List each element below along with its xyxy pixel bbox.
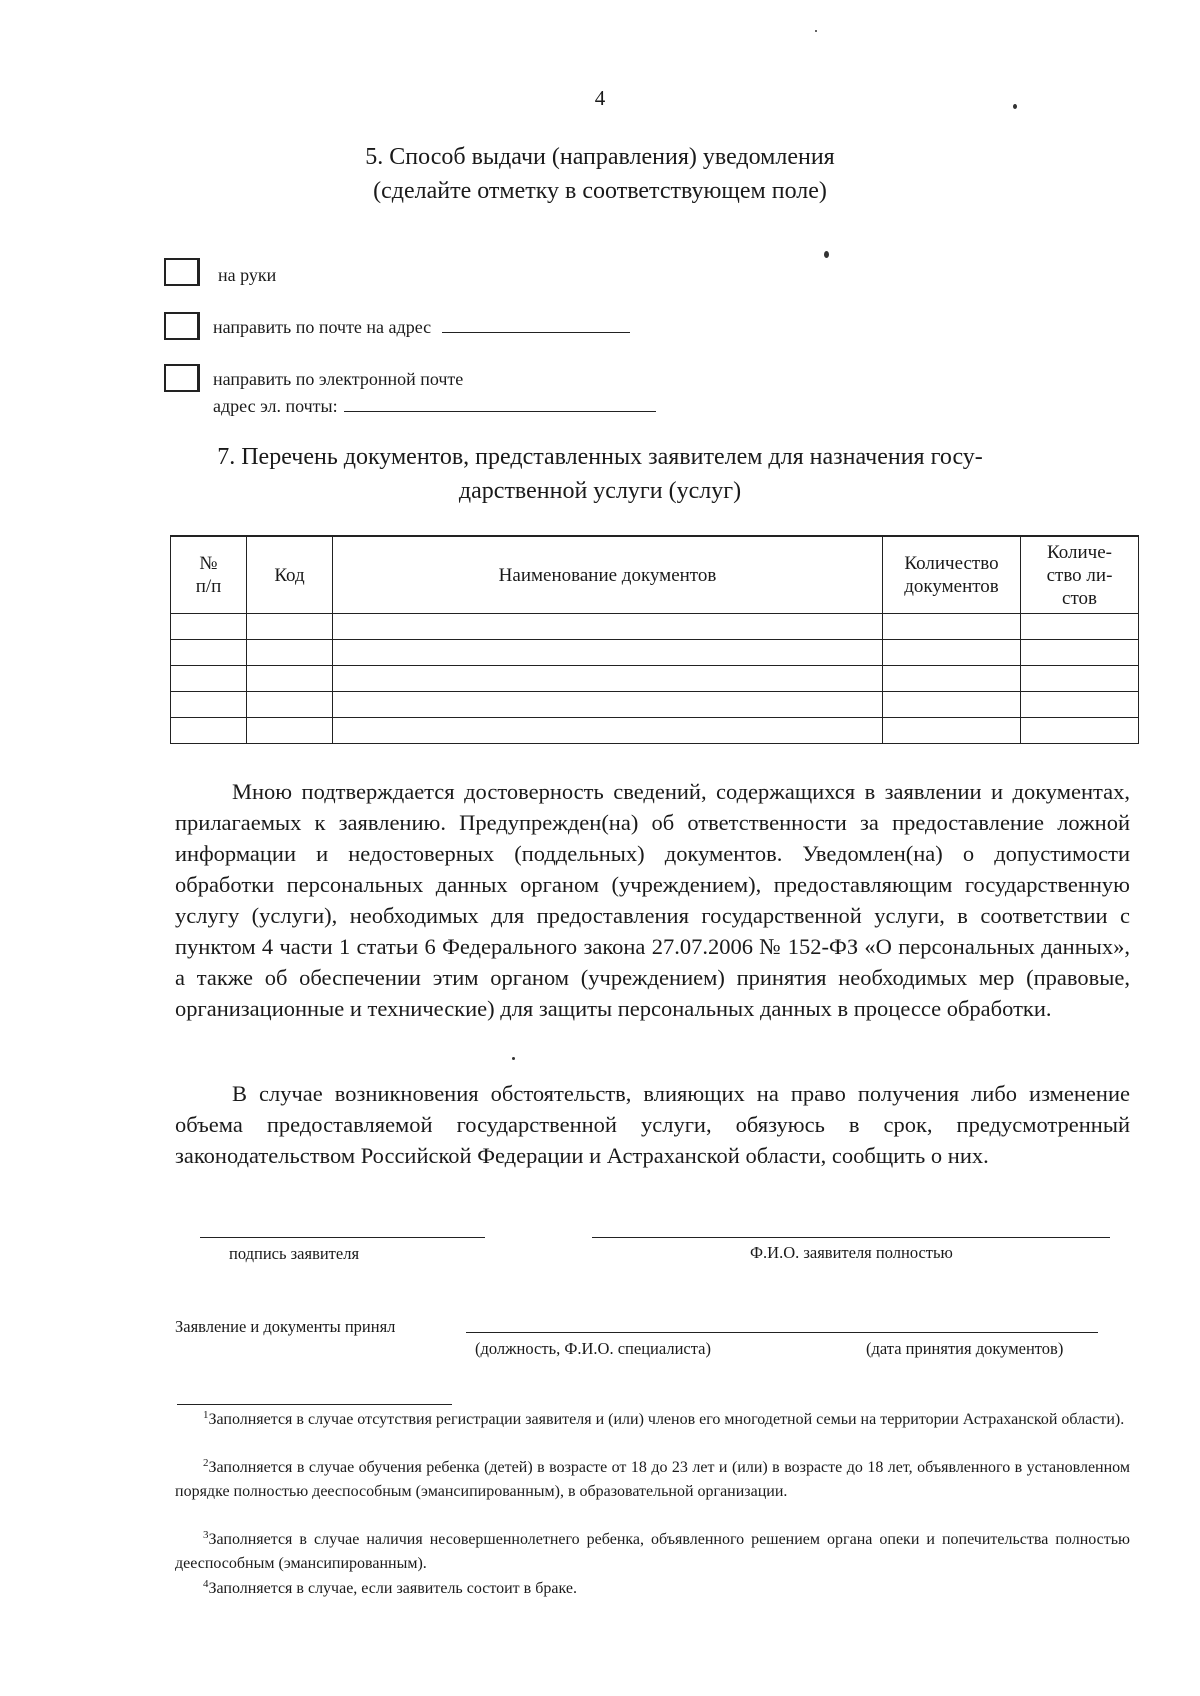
table-cell[interactable]: [333, 718, 883, 744]
header-number: № п/п: [171, 536, 247, 614]
acceptance-date-caption: (дата принятия документов): [866, 1339, 1064, 1358]
option-by-mail-label: направить по почте на адрес: [213, 317, 432, 337]
table-cell[interactable]: [333, 692, 883, 718]
header-code: Код: [247, 536, 333, 614]
applicant-name-caption: Ф.И.О. заявителя полностью: [750, 1243, 953, 1262]
table-cell[interactable]: [333, 666, 883, 692]
footnote-2: [175, 1456, 1130, 1504]
table-cell[interactable]: [247, 692, 333, 718]
table-row: [171, 718, 1139, 744]
table-cell[interactable]: [171, 666, 247, 692]
table-cell[interactable]: [247, 640, 333, 666]
footnote-2-mark: 2: [203, 1457, 209, 1469]
email-address-label: адрес эл. почты:: [213, 396, 338, 416]
email-address-field[interactable]: [344, 395, 656, 412]
table-cell[interactable]: [247, 614, 333, 640]
section7-title-line1: 7. Перечень документов, представленных заявителем для назначения госу-: [217, 444, 983, 470]
table-cell[interactable]: [883, 692, 1021, 718]
footnote-1-text: Заполняется в случае отсутствия регистрации заявителя и (или) членов его многодетной семьи на территории Астраханской области).: [208, 1411, 1125, 1428]
section7-title-line2: дарственной услуги (услуг): [458, 478, 742, 504]
option-by-mail-checkbox[interactable]: [164, 312, 200, 340]
section5-title-line1: 5. Способ выдачи (направления) уведомления: [365, 144, 835, 170]
email-row: [213, 395, 656, 417]
applicant-name-line[interactable]: [592, 1237, 1110, 1238]
page-number: 4: [594, 86, 606, 110]
mail-address-field[interactable]: [442, 316, 630, 333]
applicant-signature-line[interactable]: [200, 1237, 485, 1238]
option-by-email-label: направить по электронной почте: [213, 369, 464, 389]
table-cell[interactable]: [247, 666, 333, 692]
accepted-by-line[interactable]: [466, 1332, 1098, 1333]
option-in-person-label: на руки: [218, 265, 277, 285]
table-cell[interactable]: [171, 718, 247, 744]
table-cell[interactable]: [333, 614, 883, 640]
footnote-3-mark: 3: [203, 1529, 209, 1541]
scan-speck: [824, 251, 829, 258]
footnote-1-mark: 1: [203, 1409, 209, 1421]
scan-speck: [512, 1057, 515, 1060]
table-row: [171, 640, 1139, 666]
footnote-4-mark: 4: [203, 1578, 209, 1590]
accepted-by-label: Заявление и документы принял: [175, 1317, 396, 1336]
section5-title-line2: (сделайте отметку в соответствующем поле): [373, 178, 827, 204]
table-cell[interactable]: [1021, 640, 1139, 666]
table-cell[interactable]: [171, 692, 247, 718]
declaration-paragraph-1: Мною подтверждается достоверность сведений, содержащихся в заявлении и документах, прилагаемых к заявлению. Предупрежден(на) об ответственности за предоставление ложной информации и недостоверных (поддельных) документов. Уведомлен(на) о допустимости обработки персональных данных органом (учреждением), предоставляющим государственную услугу (услуги), необходимых для предоставления государственной услуги, в соответствии с пунктом 4 части 1 статьи 6 Федерального закона 27.07.2006 № 152-ФЗ «О персональных данных», а также об обеспечении этим органом (учреждением) принятия необходимых мер (правовые, организационные и технические) для защиты персональных данных в процессе обработки.: [175, 779, 1130, 1021]
table-cell[interactable]: [1021, 718, 1139, 744]
table-row: [171, 614, 1139, 640]
declaration-paragraph-2: В случае возникновения обстоятельств, влияющих на право получения либо изменение объема предоставляемой государственной услуги, обязуюсь в срок, предусмотренный законодательством Российской Федерации и Астраханской области, сообщить о них.: [175, 1081, 1130, 1168]
table-cell[interactable]: [247, 718, 333, 744]
table-cell[interactable]: [171, 614, 247, 640]
option-in-person-checkbox[interactable]: [164, 258, 200, 286]
footnote-2-text: Заполняется в случае обучения ребенка (детей) в возрасте от 18 до 23 лет и (или) в возрасте до 18 лет, объявленного в установленном порядке полностью дееспособным (эмансипированным), в образовательной организации.: [175, 1459, 1130, 1500]
table-cell[interactable]: [883, 614, 1021, 640]
footnote-3: [175, 1528, 1130, 1576]
table-cell[interactable]: [333, 640, 883, 666]
header-document-name: Наименование документов: [333, 536, 883, 614]
footnote-4-text: Заполняется в случае, если заявитель состоит в браке.: [208, 1580, 577, 1597]
table-cell[interactable]: [171, 640, 247, 666]
table-cell[interactable]: [1021, 666, 1139, 692]
table-header-row: [171, 536, 1139, 614]
footnote-separator: [177, 1404, 452, 1405]
table-cell[interactable]: [1021, 614, 1139, 640]
table-cell[interactable]: [883, 718, 1021, 744]
applicant-signature-caption: подпись заявителя: [229, 1244, 360, 1263]
header-sheet-count: Количе- ство ли- стов: [1021, 536, 1139, 614]
table-cell[interactable]: [1021, 692, 1139, 718]
option-by-mail-row: [213, 316, 630, 338]
scan-speck: [1013, 104, 1017, 109]
documents-table: [170, 535, 1139, 744]
table-cell[interactable]: [883, 666, 1021, 692]
footnote-4: [175, 1577, 1130, 1601]
footnote-1: [175, 1408, 1130, 1432]
table-cell[interactable]: [883, 640, 1021, 666]
footnote-3-text: Заполняется в случае наличия несовершеннолетнего ребенка, объявленного решением органа опеки и попечительства полностью дееспособным (эмансипированным).: [175, 1531, 1130, 1572]
table-row: [171, 666, 1139, 692]
table-row: [171, 692, 1139, 718]
option-by-email-checkbox[interactable]: [164, 364, 200, 392]
header-document-count: Количество документов: [883, 536, 1021, 614]
specialist-caption: (должность, Ф.И.О. специалиста): [475, 1339, 711, 1358]
scan-speck: [815, 30, 817, 32]
